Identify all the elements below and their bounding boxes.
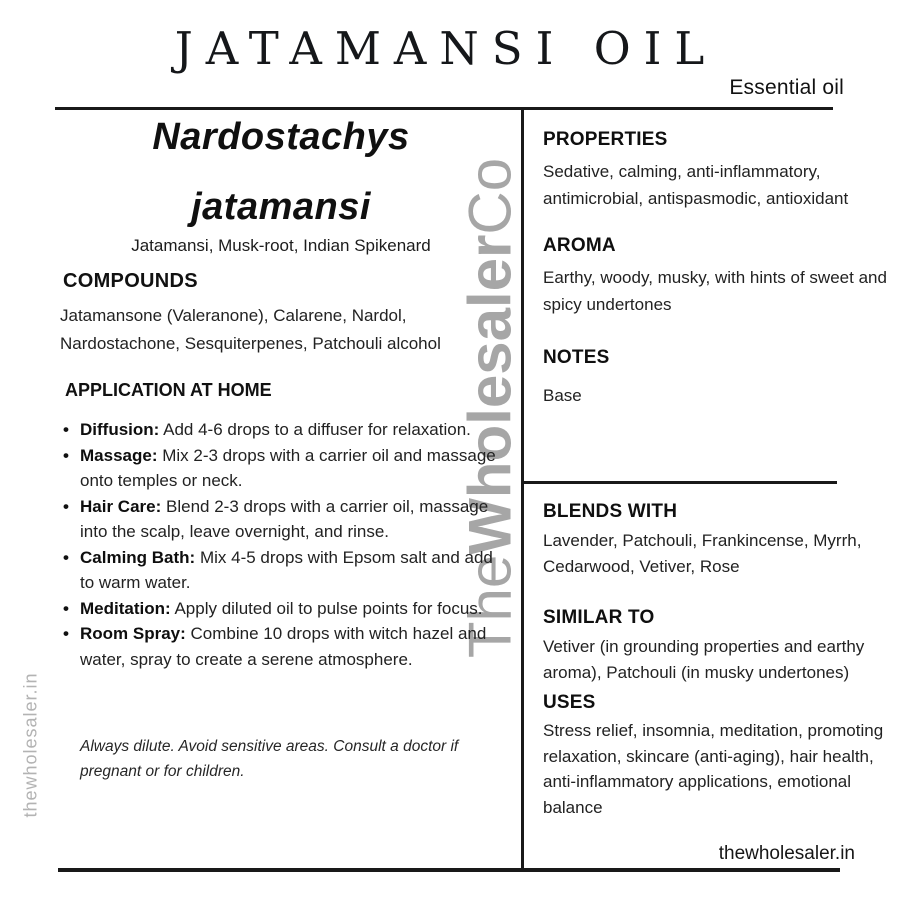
bullet-dot: • <box>63 496 69 516</box>
notes-heading: NOTES <box>543 347 610 368</box>
properties-text: Sedative, calming, anti-inflammatory, antimicrobial, antispasmodic, antioxidant <box>543 162 849 208</box>
list-item-hair-care <box>55 494 507 545</box>
right-column-lower <box>543 483 900 820</box>
watermark-the: The <box>456 554 524 659</box>
bullet-dot: • <box>63 598 69 618</box>
botanical-name-line1: Nardostachys <box>152 116 410 158</box>
common-names: Jatamansi, Musk-root, Indian Spikenard <box>131 236 431 255</box>
list-item-text: Combine 10 drops with witch hazel and water, spray to create a serene atmosphere. <box>80 624 487 669</box>
application-heading: APPLICATION AT HOME <box>65 380 272 400</box>
list-item-text: Blend 2-3 drops with a carrier oil, massage into the scalp, leave overnight, and rinse. <box>80 496 489 541</box>
list-item-label: Room Spray: <box>80 624 186 643</box>
disclaimer-text: Always dilute. Avoid sensitive areas. Consult a doctor if pregnant or for children. <box>80 738 459 780</box>
application-list <box>55 417 507 672</box>
uses-heading: USES <box>543 692 596 713</box>
blends-with-text: Lavender, Patchouli, Frankincense, Myrrh, Cedarwood, Vetiver, Rose <box>543 531 862 576</box>
watermark-wholesaler: Wholesaler <box>456 234 524 555</box>
list-item-diffusion <box>55 417 507 443</box>
list-item-label: Massage: <box>80 445 158 465</box>
essential-oil-label: Essential oil <box>729 76 844 99</box>
page-title: JATAMANSI OIL <box>174 22 718 75</box>
bottom-divider-line <box>58 868 840 872</box>
section-notes <box>543 347 900 409</box>
bullet-dot: • <box>63 420 69 439</box>
bullet-dot: • <box>63 547 69 567</box>
bullet-dot: • <box>63 445 69 465</box>
compounds-text: Jatamansone (Valeranone), Calarene, Nardol, Nardostachone, Sesquiterpenes, Patchouli alcohol <box>60 306 441 353</box>
list-item-label: Hair Care: <box>80 496 162 516</box>
left-column <box>55 115 507 784</box>
blends-with-heading: BLENDS WITH <box>543 501 678 522</box>
bullet-dot: • <box>63 624 69 643</box>
list-item-text: Apply diluted oil to pulse points for focus. <box>174 598 483 618</box>
list-item-calming-bath <box>55 545 507 596</box>
list-item-label: Meditation: <box>80 598 171 618</box>
aroma-heading: AROMA <box>543 235 616 256</box>
list-item-massage <box>55 443 507 494</box>
list-item-text: Mix 2-3 drops with a carrier oil and massage onto temples or neck. <box>80 445 496 490</box>
section-blends-with <box>543 501 900 580</box>
section-aroma <box>543 235 900 318</box>
properties-heading: PROPERTIES <box>543 129 668 150</box>
similar-to-text: Vetiver (in grounding properties and earthy aroma), Patchouli (in musky undertones) <box>543 637 865 682</box>
list-item-meditation <box>55 596 507 622</box>
list-item-room-spray <box>55 621 507 672</box>
list-item-label: Calming Bath: <box>80 547 196 567</box>
top-divider-line <box>55 107 833 110</box>
botanical-name-line2: jatamansi <box>191 186 371 228</box>
section-similar-to <box>543 607 900 686</box>
compounds-heading: COMPOUNDS <box>63 270 198 292</box>
section-properties <box>543 129 900 212</box>
watermark-co: Co <box>456 157 524 235</box>
list-item-text: Add 4-6 drops to a diffuser for relaxation. <box>163 420 471 439</box>
aroma-text: Earthy, woody, musky, with hints of sweet and spicy undertones <box>543 268 887 314</box>
similar-to-heading: SIMILAR TO <box>543 607 655 628</box>
list-item-text: Mix 4-5 drops with Epsom salt and add to warm water. <box>80 547 493 592</box>
notes-text: Base <box>543 386 582 405</box>
watermark-site-vertical: thewholesaler.in <box>20 672 41 818</box>
section-uses <box>543 692 900 820</box>
website-url: thewholesaler.in <box>718 843 855 864</box>
right-column-upper <box>543 115 900 409</box>
list-item-label: Diffusion: <box>80 420 160 439</box>
uses-text: Stress relief, insomnia, meditation, promoting relaxation, skincare (anti-aging), hair health, anti-inflammatory applications, emotional balance <box>543 721 884 817</box>
